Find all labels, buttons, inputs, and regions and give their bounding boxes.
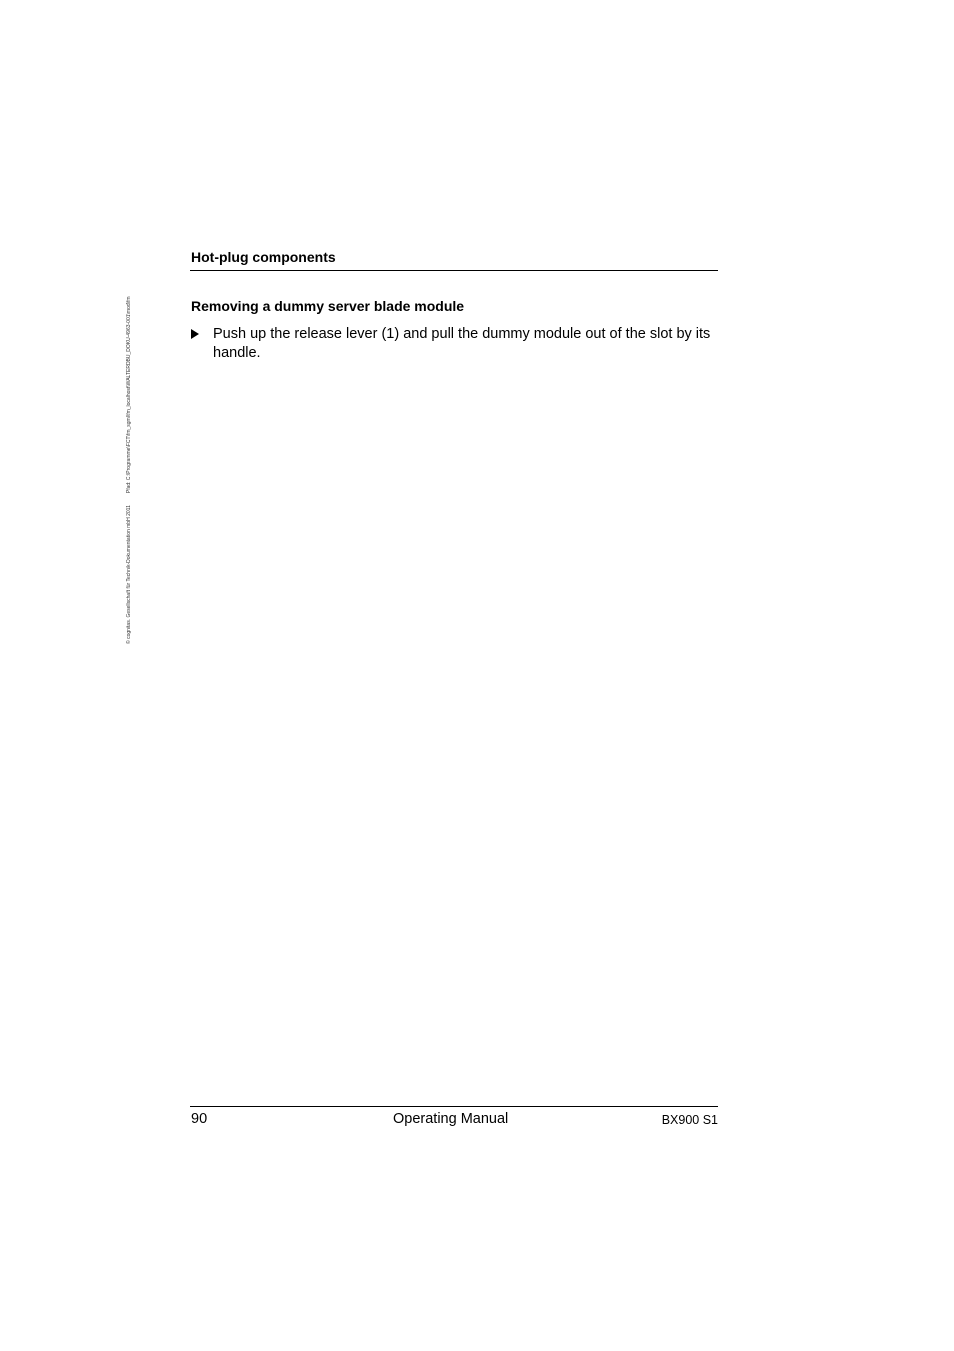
instruction-step-text: Push up the release lever (1) and pull the dummy module out of the slot by its handle. [213, 326, 711, 361]
margin-side-note-text [124, 240, 134, 644]
header-rule [190, 270, 718, 271]
side-note-copyright: © cognitas. Gesellschaft für Technik-Dokumentation mbH 2011 [126, 505, 132, 644]
footer-manual-title: Operating Manual [393, 1111, 509, 1127]
footer-rule [190, 1106, 718, 1107]
footer-page-number: 90 [191, 1111, 208, 1127]
side-note-path: Pfad: C:\Programme\FCT\fm_sgml\fm_localhost\WALTERDBU_DOKU-4963-001\mod\fm [126, 296, 132, 494]
footer-product-name: BX900 S1 [661, 1113, 718, 1127]
triangle-bullet-icon [191, 329, 199, 339]
margin-side-note [124, 240, 134, 644]
running-header-title: Hot-plug components [191, 249, 336, 265]
section-heading: Removing a dummy server blade module [191, 298, 465, 314]
